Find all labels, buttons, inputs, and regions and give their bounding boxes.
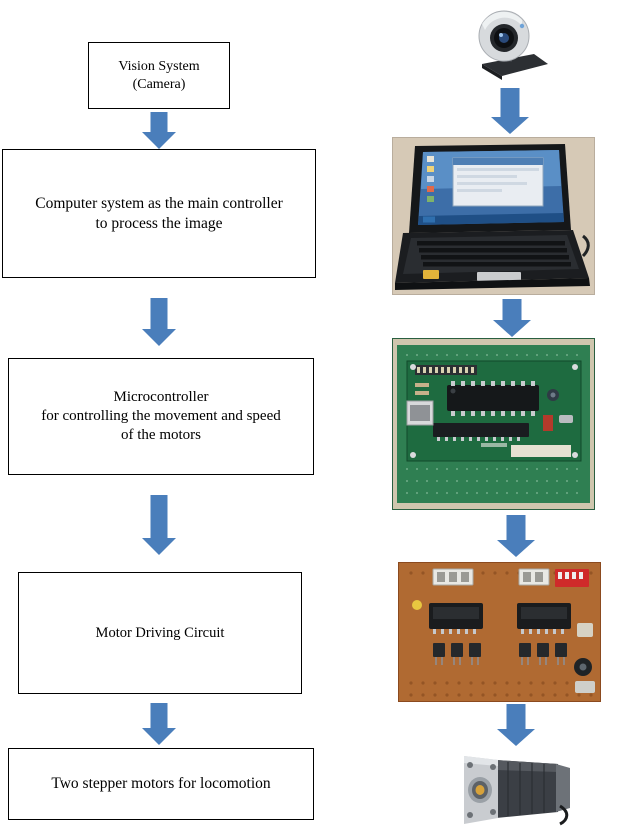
- block-microcontroller: [8, 358, 314, 475]
- block-vision-system-line-2: (Camera): [132, 76, 186, 92]
- block-computer-system: [2, 149, 316, 278]
- arrow-board-to-driver: [494, 515, 538, 557]
- webcam-icon: [452, 4, 562, 86]
- arrow-driver-to-steppers: [140, 703, 178, 745]
- block-computer-system-line-2: to process the image: [95, 214, 223, 232]
- photo-webcam: [452, 4, 562, 86]
- block-microcontroller-line-3: of the motors: [121, 426, 201, 443]
- block-stepper-motors: [8, 748, 314, 820]
- laptop-icon: [393, 138, 594, 294]
- photo-laptop: [392, 137, 595, 295]
- stepper-motor-icon: [452, 746, 582, 832]
- photo-stepper-motor: [452, 746, 582, 832]
- block-stepper-motors-line-1: Two stepper motors for locomotion: [51, 775, 271, 793]
- block-vision-system: [88, 42, 230, 109]
- arrow-microcontroller-to-driver: [140, 495, 178, 555]
- block-motor-driving-circuit-line-1: Motor Driving Circuit: [95, 624, 225, 641]
- microcontroller-board-icon: [393, 339, 594, 509]
- arrow-webcam-to-laptop: [488, 88, 532, 134]
- arrow-computer-to-microcontroller: [140, 298, 178, 346]
- motor-driver-board-icon: [399, 563, 600, 701]
- block-computer-system-line-1: Computer system as the main controller: [35, 195, 283, 213]
- photo-microcontroller-board: [392, 338, 595, 510]
- arrow-vision-to-computer: [140, 112, 178, 148]
- block-microcontroller-line-2: for controlling the movement and speed: [41, 408, 281, 425]
- arrow-driver-to-motor: [494, 704, 538, 746]
- block-motor-driving-circuit: [18, 572, 302, 694]
- block-microcontroller-line-1: Microcontroller: [113, 389, 209, 406]
- block-vision-system-line-1: Vision System: [118, 59, 200, 74]
- photo-motor-driver-circuit: [398, 562, 601, 702]
- arrow-laptop-to-board: [490, 299, 534, 337]
